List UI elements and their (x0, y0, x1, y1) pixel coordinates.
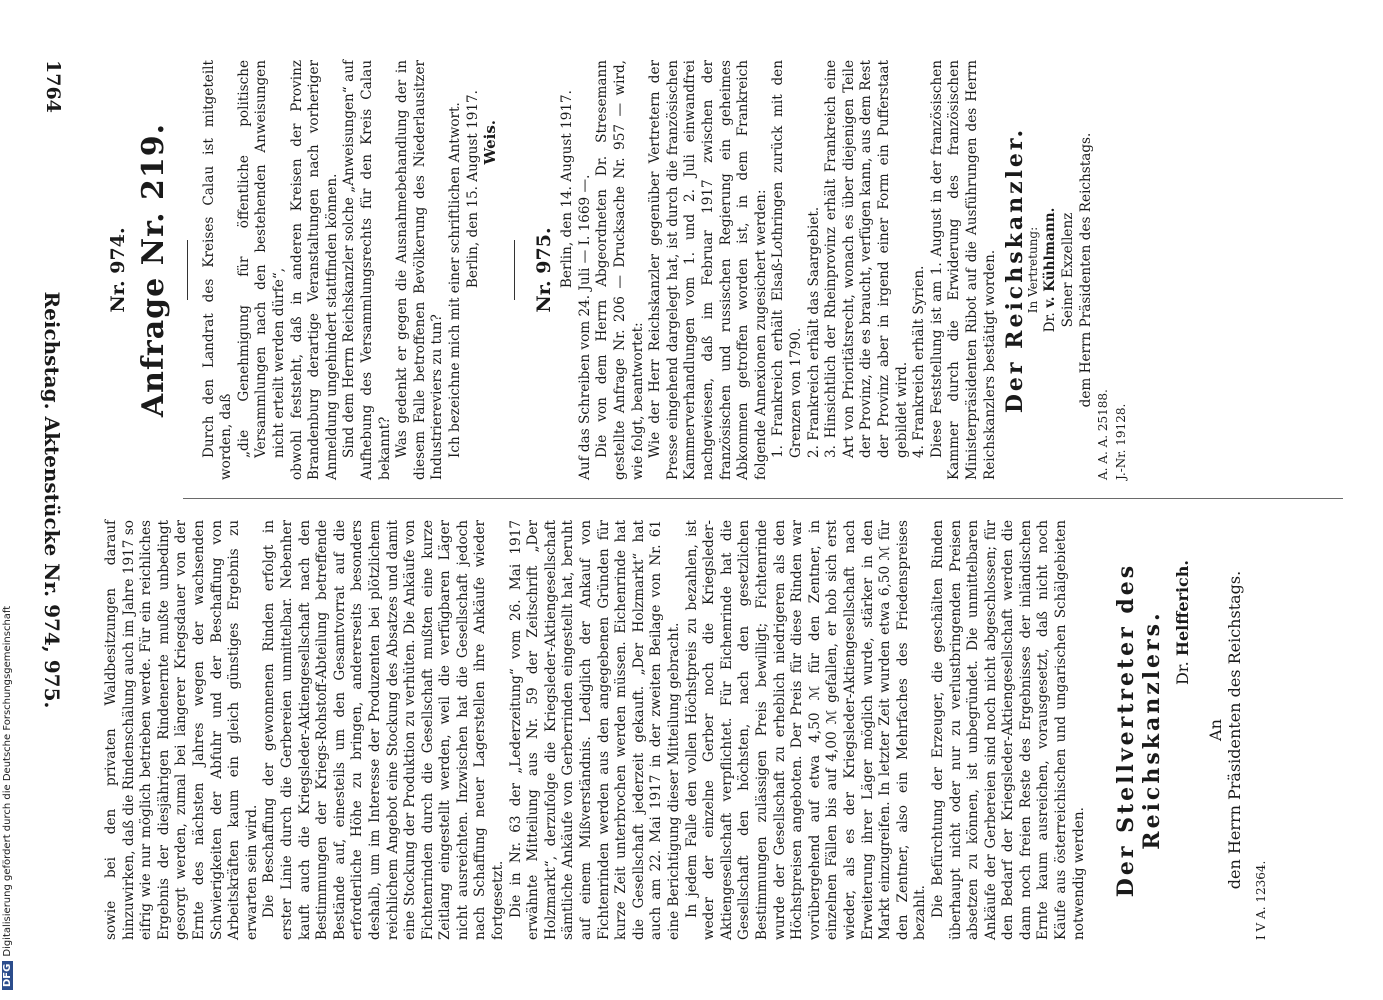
paragraph: In jedem Falle den vollen Höchstpreis zu bezahlen, ist weder der einzelne Gerber noch die Kriegsleder-Aktiengesellschaft verpflichtet. Für Eichenrinde hat die Gesellschaft den höchsten, nach den gesetzlichen Bestimmungen zulässigen Preis bewilligt; Fichtenrinde wurde der Gesellschaft zu erheblich niedrigeren als den Höchstpreisen angeboten. Der Preis für diese Rinden war vorübergehend auf etwa 4,50 ℳ für den Zentner, in einzelnen Fällen bis auf 4,00 ℳ gefallen, er hob sich erst wieder, als es der Kriegsleder-Aktiengesellschaft nach Erweiterung ihrer Läger möglich wurde, stärker in den Markt einzugreifen. In letzter Zeit wurden etwa 6,50 ℳ für den Zentner, also ein Mehrfaches des Friedenspreises bezahlt. (683, 520, 929, 940)
divider (514, 240, 515, 300)
signature-prefix: Dr. (1042, 312, 1059, 333)
divider (187, 240, 188, 300)
page-title: Reichstag. Aktenstücke Nr. 974, 975. (40, 291, 64, 709)
signature-title: Der Reichskanzler. (1002, 126, 1029, 414)
footer-text: Digitalisierung gefördert durch die Deutsche Forschungsgemeinschaft (2, 605, 13, 957)
section-number: Nr. 975. (533, 227, 556, 313)
recipient-prefix: An (1206, 719, 1225, 741)
paragraph: Die in Nr. 63 der „Lederzeitung“ vom 26. Mai 1917 erwähnte Mitteilung aus Nr. 59 der Zeitschrift „Der Holzmarkt“, derzufolge die Kriegsleder-Aktiengesellschaft sämtliche Ankäufe von Gerberrinden eingestellt hat, beruht auf einem Mißverständnis. Lediglich der Ankauf von Fichtenrinden werden aus den angegebenen Gründen für kurze Zeit unterbrochen werden müssen. Eichenrinde hat die Gesellschaft jederzeit gekauft. „Der Holzmarkt“ hat auch am 22. Mai 1917 in der zweiten Beilage von Nr. 61 eine Berichtigung dieser Mitteilung gebracht. (507, 520, 682, 940)
right-column (103, 60, 1323, 480)
paragraph: Die von dem Herrn Abgeordneten Dr. Stresemann gestellte Anfrage Nr. 206 — Drucksache Nr. 957 — wird, wie folgt, beantwortet: (594, 60, 646, 480)
signature-prefix: Dr. (1173, 661, 1192, 686)
signer: Weis. (481, 120, 500, 165)
left-signature-block (103, 520, 1323, 940)
signature-title: Der Stellvertreter des Reichskanzlers. (1113, 562, 1165, 898)
paragraph: Die Beschaffung der gewonnenen Rinden erfolgt in erster Linie durch die Gerbereien unmittelbar. Nebenher kauft auch die Kriegsleder-Aktiengesellschaft nach den Bestimmungen der Kriegs-Rohstoff-Abteilung betreffende Bestände auf, einesteils um den Gesamtvorrat auf die erforderliche Höhe zu bringen, andererseits besonders deshalb, um im Interesse der Produzenten bei plötzlichem reichlichem Angebot eine Stockung des Absatzes und damit eine Stockung der Produktion zu verhüten. Die Ankäufe von Fichtenrinden durch die Gesellschaft mußten eine kurze Zeitlang eingestellt werden, weil die verfügbaren Läger nicht ausreichten. Inzwischen hat die Gesellschaft jedoch nach Schaffung neuer Lagerstellen ihre Ankäufe wieder fortgesetzt. (261, 520, 507, 940)
list-item: 4. Frankreich erhält Syrien. (911, 265, 928, 458)
signature-name: v. Kühlmann. (1042, 207, 1059, 308)
page-header (28, 60, 68, 940)
list-item: 3. Hinsichtlich der Rheinprovinz erhält Frankreich eine Art von Prioritätsrecht, wonach es über diejenigen Teile der Provinz, die es braucht, verfügen kann, aus dem Rest der Provinz aber in irgend einer Form ein Pufferstaat gebildet wird. (823, 60, 910, 458)
file-reference: J.-Nr. 19128. (1113, 403, 1128, 480)
dfg-logo: DFG (2, 961, 13, 990)
paragraph: obwohl feststeht, daß in anderen Kreisen der Provinz Brandenburg derartige Veranstaltungen nach vorheriger Anmeldung ungehindert stattfinden können. (288, 60, 340, 480)
recipient: den Herrn Präsidenten des Reichstags. (1225, 570, 1244, 890)
reference: Auf das Schreiben vom 24. Juli — I. 1669 —. (576, 174, 593, 480)
file-reference: A. A. A. 25188. (1096, 389, 1111, 480)
date: Berlin, den 14. August 1917. (559, 90, 576, 289)
column-divider (183, 498, 1343, 499)
paragraph: Wie der Herr Reichskanzler gegenüber Vertretern der Presse eingehend dargelegt hat, ist durch die französischen Kammerverhandlungen vom 1. und 2. Juli einwandfrei nachgewiesen, daß im Februar 1917 zwischen der französischen und russischen Regierung ein geheimes Abkommen getroffen worden ist, in dem Frankreich folgende Annexionen zugesichert werden: (647, 60, 769, 480)
list-item: 1. Frankreich erhält Elsaß-Lothringen zurück mit den Grenzen von 1790. (770, 60, 804, 458)
paragraph: sowie bei den privaten Waldbesitzungen darauf hinzuwirken, daß die Rindenschälung auch im Jahre 1917 so eifrig wie nur möglich betrieben werde. Für ein reichliches Ergebnis der diesjährigen Rindenernte mußte unbedingt gesorgt werden, zumal bei längerer Kriegsdauer von der Ernte des nächsten Jahres wegen der wachsenden Schwierigkeiten der Abfuhr und der Beschaffung von Arbeitskräften kaum ein gleich günstiges Ergebnis zu erwarten sein wird. (103, 520, 260, 940)
section-heading: Anfrage Nr. 219. (136, 122, 171, 418)
footer-credit (2, 0, 14, 1000)
file-reference: I V A. 12364. (1254, 860, 1268, 940)
paragraph: Ich bezeichne mich mit einer schriftlichen Antwort. (446, 102, 463, 458)
recipient-prefix: Seiner Exzellenz (1059, 212, 1076, 328)
signature-name: Helfferich. (1173, 560, 1192, 657)
date: Berlin, den 15. August 1917. (464, 90, 481, 289)
paragraph: Was gedenkt er gegen die Ausnahmebehandlung der in diesem Falle betroffenen Bevölkerung des Niederlausitzer Industriereviers zu tun? (394, 60, 446, 480)
section-number: Nr. 974. (107, 227, 129, 313)
signature-sub: In Vertretung: (1025, 226, 1040, 314)
paragraph: Die Befürchtung der Erzeuger, die geschälten Rinden überhaupt nicht oder nur zu verlustbringenden Preisen absetzen zu können, ist unbegründet. Die unmittelbaren Ankäufe der Gerbereien sind noch nicht abgeschlossen; für den Bedarf der Kriegsleder-Aktiengesellschaft werden die dann noch freien Reste des Ergebnisses der inländischen Ernte kaum ausreichen, vorausgesetzt, daß nicht noch Käufe aus österreichischen und ungarischen Schälgebieten notwendig werden. (929, 520, 1087, 940)
paragraph: Diese Feststellung ist am 1. August in der französischen Kammer durch die Erwiderung des französischen Ministerpräsidenten Ribot auf die Ausführungen des Herrn Reichskanzlers bestätigt worden. (928, 60, 998, 480)
list-item: 2. Frankreich erhält das Saargebiet. (805, 206, 822, 458)
paragraph: Sind dem Herrn Reichskanzler solche „Anweisungen“ auf Aufhebung des Versammlungsrechts für den Kreis Calau bekannt? (341, 60, 393, 480)
recipient: dem Herrn Präsidenten des Reichstags. (1077, 132, 1094, 408)
paragraph: Durch den Landrat des Kreises Calau ist mitgeteilt worden, daß (200, 60, 235, 480)
quote: „die Genehmigung für öffentliche politische Versammlungen nach den bestehenden Anweisungen nicht erteilt werden dürfe“, (235, 60, 287, 458)
page-number: 1764 (42, 60, 64, 113)
